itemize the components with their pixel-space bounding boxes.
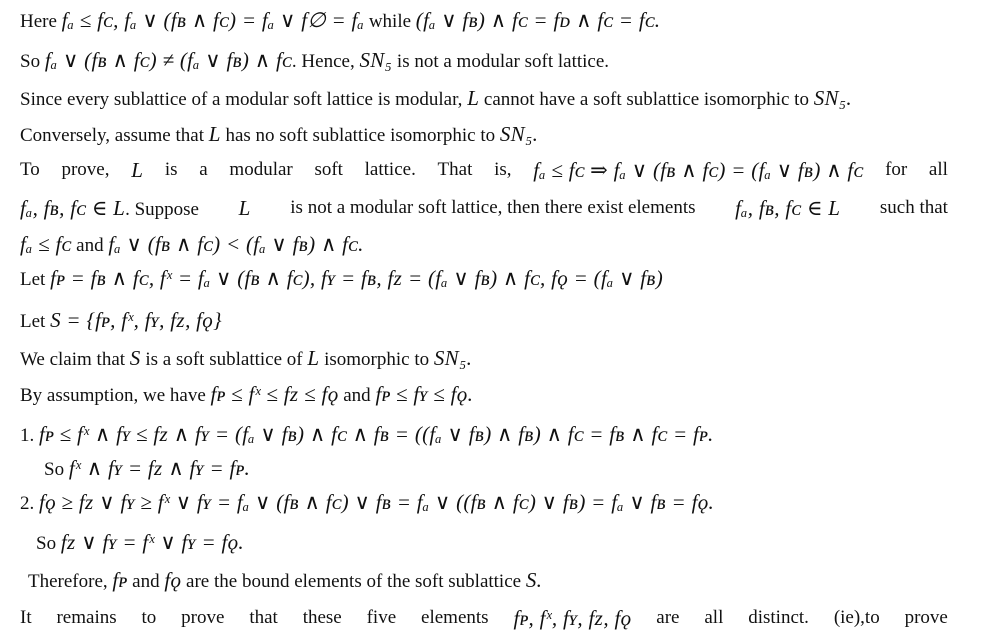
- math-expression: fₐ ∨ (fʙ ∧ fᴄ) < (fₐ ∨ fʙ) ∧ fᴄ.: [108, 232, 364, 256]
- word: for: [885, 159, 908, 180]
- text: Let: [20, 269, 46, 290]
- math-expression: fᴘ ≤ fʏ ≤ fǫ.: [375, 382, 474, 406]
- math-expression: S = {fᴘ, fˣ, fʏ, fᴢ, fǫ}: [50, 308, 222, 332]
- text: and: [76, 235, 104, 256]
- math-expression: fₐ ∨ (fʙ ∧ fᴄ) ≠ (fₐ ∨ fʙ) ∧ fᴄ: [44, 48, 292, 72]
- proof-line-15: [36, 530, 244, 556]
- text: . Hence,: [291, 51, 355, 72]
- math-expression: fₐ, fʙ, fᴄ ∈ L: [735, 196, 841, 220]
- word: prove: [181, 607, 225, 628]
- text: Conversely, assume that: [20, 125, 204, 146]
- text: We claim that: [20, 349, 126, 370]
- word: prove: [904, 607, 948, 628]
- text: So: [36, 533, 57, 554]
- word: that: [249, 607, 278, 628]
- proof-line-3: [20, 86, 852, 112]
- math-expression: L: [307, 346, 320, 370]
- proof-line-7: [20, 232, 364, 258]
- proof-line-14: [20, 490, 714, 516]
- math-expression: fᴘ = fʙ ∧ fᴄ, fˣ = fₐ ∨ (fʙ ∧ fᴄ), fʏ = fʙ, fᴢ = (fₐ ∨ fʙ) ∧ fᴄ, fǫ = (fₐ ∨ fʙ): [50, 266, 664, 290]
- proof-line-12: [20, 422, 714, 448]
- math-expression: L: [467, 86, 480, 110]
- math-expression: SN₅.: [499, 122, 539, 146]
- word: to: [141, 607, 157, 628]
- word: all: [704, 607, 724, 628]
- word: is,: [494, 159, 512, 180]
- proof-line-8: [20, 266, 663, 292]
- math-expression: L: [208, 122, 221, 146]
- word: soft: [314, 159, 343, 180]
- word: five: [366, 607, 397, 628]
- proof-line-13: [44, 456, 250, 482]
- math-expression: fᴘ: [112, 568, 128, 592]
- text: So: [44, 459, 65, 480]
- proof-line-11: [20, 382, 473, 408]
- word: To: [20, 159, 40, 180]
- math-expression: fₐ ≤ fᴄ ⇒ fₐ ∨ (fʙ ∧ fᴄ) = (fₐ ∨ fʙ) ∧ fᴄ: [533, 158, 864, 182]
- word: It: [20, 607, 32, 628]
- text: . Suppose: [125, 199, 199, 220]
- proof-line-2: [20, 48, 609, 74]
- text: while: [368, 11, 412, 32]
- math-expression: SN₅.: [433, 346, 473, 370]
- math-expression: fₐ, fʙ, fᴄ ∈ L: [20, 196, 126, 220]
- proof-line-9: [20, 308, 222, 334]
- word: all: [928, 159, 948, 180]
- list-number: 1.: [20, 425, 35, 446]
- word: elements: [421, 607, 489, 628]
- word: That: [437, 159, 473, 180]
- math-expression: SN₅.: [813, 86, 852, 110]
- math-expression: fǫ: [164, 568, 182, 592]
- math-expression: fᴘ, fˣ, fʏ, fᴢ, fǫ: [513, 606, 632, 630]
- proof-line-4: [20, 122, 538, 148]
- word: these: [302, 607, 342, 628]
- math-expression: fᴘ ≤ fˣ ≤ fᴢ ≤ fǫ: [210, 382, 339, 406]
- word: are: [656, 607, 680, 628]
- text: isomorphic to: [324, 349, 430, 370]
- word: distinct.: [748, 607, 809, 628]
- text: is not a modular soft lattice.: [396, 51, 610, 72]
- proof-line-16: [28, 568, 542, 594]
- math-expression: fǫ ≥ fᴢ ∨ fʏ ≥ fˣ ∨ fʏ = fₐ ∨ (fʙ ∧ fᴄ) ∨ fʙ = fₐ ∨ ((fʙ ∧ fᴄ) ∨ fʙ) = fₐ ∨ fʙ = fǫ.: [39, 490, 715, 514]
- proof-line-6: [20, 196, 948, 222]
- math-expression: SN₅: [359, 48, 393, 72]
- math-expression: fₐ ≤ fᴄ, fₐ ∨ (fʙ ∧ fᴄ) = fₐ ∨ f∅ = fₐ: [61, 8, 365, 32]
- word: modular: [229, 159, 293, 180]
- math-expression: fᴢ ∨ fʏ = fˣ ∨ fʏ = fǫ.: [60, 530, 244, 554]
- proof-line-5: [20, 158, 948, 182]
- text: Here: [20, 11, 57, 32]
- text: Let: [20, 311, 46, 332]
- text: Therefore,: [28, 571, 108, 592]
- word: remains: [56, 607, 117, 628]
- list-number: 2.: [20, 493, 35, 514]
- word: is: [164, 159, 178, 180]
- math-expression: (fₐ ∨ fʙ) ∧ fᴄ = fᴅ ∧ fᴄ = fᴄ.: [415, 8, 661, 32]
- math-expression: fₐ ≤ fᴄ: [20, 232, 72, 256]
- proof-line-17: [20, 606, 948, 630]
- math-expression: fˣ ∧ fʏ = fᴢ ∧ fʏ = fᴘ.: [68, 456, 251, 480]
- line-segment: [20, 196, 199, 222]
- text: and: [132, 571, 160, 592]
- math-expression: fᴘ ≤ fˣ ∧ fʏ ≤ fᴢ ∧ fʏ = (fₐ ∨ fʙ) ∧ fᴄ ∧ fʙ = ((fₐ ∨ fʙ) ∧ fʙ) ∧ fᴄ = fʙ ∧ fᴄ = fᴘ.: [39, 422, 714, 446]
- text: is not a modular soft lattice, then there exist elements: [290, 197, 696, 218]
- text: are the bound elements of the soft sublattice: [186, 571, 522, 592]
- word: (ie),to: [833, 607, 880, 628]
- text: cannot have a soft sublattice isomorphic to: [483, 89, 809, 110]
- math-expression: L: [238, 196, 251, 220]
- text: such that: [879, 197, 948, 218]
- text: By assumption, we have: [20, 385, 206, 406]
- math-expression: L: [131, 158, 144, 182]
- word: a: [199, 159, 208, 180]
- math-expression: S: [129, 346, 141, 370]
- text: So: [20, 51, 41, 72]
- word: lattice.: [364, 159, 416, 180]
- text: is a soft sublattice of: [145, 349, 303, 370]
- text: and: [343, 385, 371, 406]
- text: Since every sublattice of a modular soft lattice is modular,: [20, 89, 463, 110]
- proof-line-1: [20, 8, 660, 34]
- text: has no soft sublattice isomorphic to: [225, 125, 496, 146]
- word: prove,: [61, 159, 110, 180]
- proof-line-10: [20, 346, 472, 372]
- math-expression: S.: [525, 568, 543, 592]
